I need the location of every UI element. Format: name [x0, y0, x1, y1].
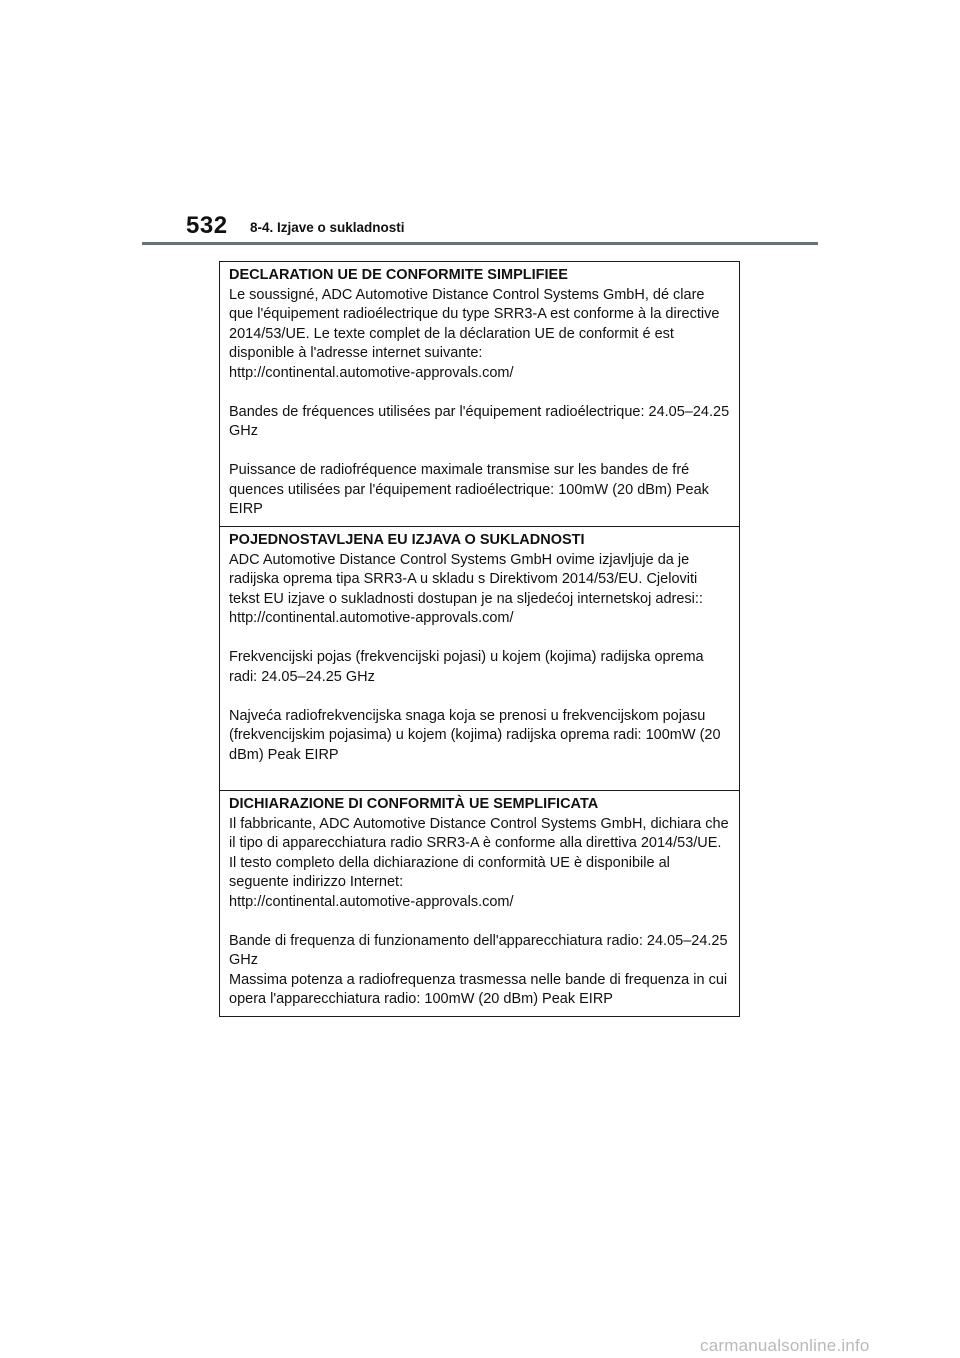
spacer: [229, 912, 730, 932]
section-heading: DICHIARAZIONE DI CONFORMITÀ UE SEMPLIFICATA: [229, 796, 599, 812]
header-divider: [142, 242, 818, 245]
section-url: http://continental.automotive-approvals.com/: [229, 610, 514, 626]
section-paragraph: Le soussigné, ADC Automotive Distance Control Systems GmbH, dé clare que l'équipement radioélectrique du type SRR3-A est conforme à la directive 2014/53/UE. Le texte complet de la déclaration UE de conformit é est disponible à l'adresse internet suivante:: [229, 286, 720, 361]
declaration-box: [219, 261, 740, 1017]
section-power: Najveća radiofrekvencijska snaga koja se prenosi u frekvencijskom pojasu (frekvencijskim pojasima) u kojem (kojima) radijska oprema radi: 100mW (20 dBm) Peak EIRP: [229, 707, 721, 763]
section-frequency: Bandes de fréquences utilisées par l'équipement radioélectrique: 24.05–24.25 GHz: [229, 403, 730, 439]
section-heading: DECLARATION UE DE CONFORMITE SIMPLIFIEE: [229, 267, 568, 283]
section-frequency: Bande di frequenza di funzionamento dell'apparecchiatura radio: 24.05–24.25 GHz: [229, 932, 728, 968]
watermark-link[interactable]: carmanualsonline.info: [700, 1336, 870, 1355]
section-frequency: Frekvencijski pojas (frekvencijski pojasi) u kojem (kojima) radijska oprema radi: 24.05–24.25 GHz: [229, 649, 704, 685]
section-paragraph: ADC Automotive Distance Control Systems GmbH ovime izjavljuje da je radijska oprema tipa SRR3-A u skladu s Direktivom 2014/53/EU. Cjeloviti tekst EU izjave o sukladnosti dostupan je na sljedećoj internetskoj adresi::: [229, 551, 703, 607]
declaration-section-italian: [220, 790, 739, 1016]
page-number: 532: [186, 212, 228, 239]
spacer: [229, 383, 730, 403]
declaration-section-croatian: [220, 526, 739, 790]
declaration-section-french: [220, 262, 739, 526]
section-power: Puissance de radiofréquence maximale transmise sur les bandes de fré quences utilisées par l'équipement radioélectrique: 100mW (20 dBm) Peak EIRP: [229, 462, 709, 517]
section-paragraph: Il fabbricante, ADC Automotive Distance Control Systems GmbH, dichiara che il tipo di apparecchiatura radio SRR3-A è conforme alla direttiva 2014/53/UE. Il testo completo della dichiarazione di conformità UE è disponibile al seguente indirizzo Internet:: [229, 815, 729, 890]
section-power: Massima potenza a radiofrequenza trasmessa nelle bande di frequenza in cui opera l'apparecchiatura radio: 100mW (20 dBm) Peak EIRP: [229, 971, 728, 1007]
section-url: http://continental.automotive-approvals.com/: [229, 364, 514, 381]
section-url: http://continental.automotive-approvals.com/: [229, 893, 514, 910]
spacer: [229, 442, 730, 462]
spacer: [229, 687, 730, 707]
spacer: [229, 629, 730, 649]
section-title: 8-4. Izjave o sukladnosti: [250, 220, 405, 235]
section-heading: POJEDNOSTAVLJENA EU IZJAVA O SUKLADNOSTI: [229, 532, 585, 548]
